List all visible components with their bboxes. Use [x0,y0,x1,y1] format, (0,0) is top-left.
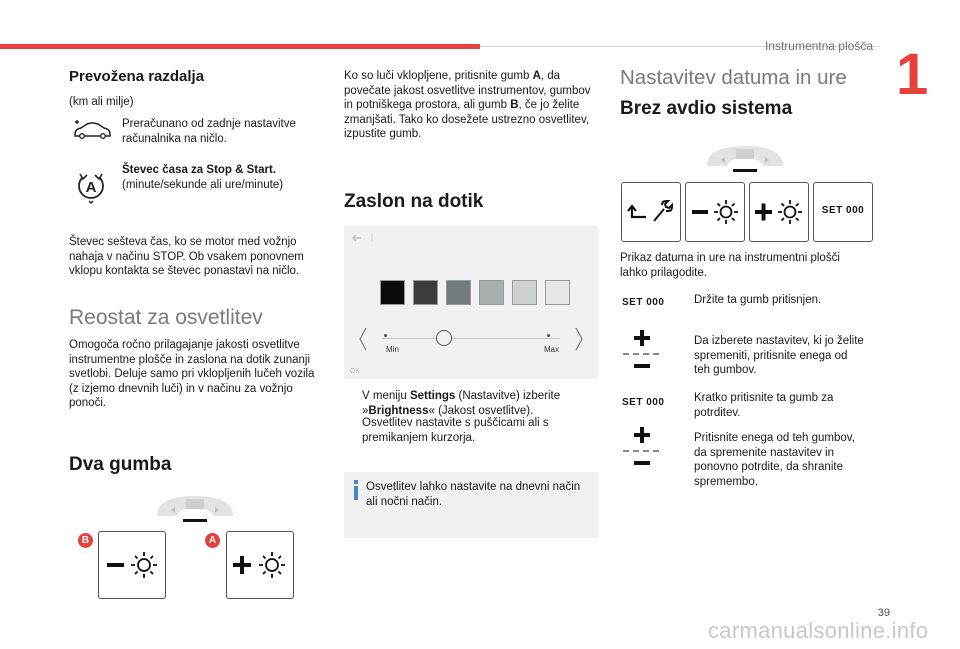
rheostat-title: Reostat za osvetlitev [69,306,263,329]
date-time-title: Nastavitev datuma in ure [620,66,847,89]
brightness-swatch-1[interactable] [380,280,405,305]
minus-sun-icon [99,532,165,598]
button-b-label: B [78,533,93,548]
minus-brightness-button[interactable] [685,182,745,242]
stop-start-icon [76,168,106,204]
watermark: carmanualsonline.info [708,618,929,643]
set-key-label: SET 000 [821,205,865,216]
right-arrow-icon[interactable] [574,326,584,352]
brightness-swatch-5[interactable] [512,280,537,305]
plus-minus-icon [621,330,665,374]
brightness-swatch-6[interactable] [545,280,570,305]
trip-distance-units: (km ali milje) [69,96,134,108]
set-key-label-2: SET 000 [622,397,665,408]
chapter-number: 1 [896,42,929,107]
brightness-swatch-2[interactable] [413,280,438,305]
stop-start-units: (minute/sekunde ali ure/minute) [122,179,284,191]
slider-max-dot [547,334,550,337]
button-a-label: A [205,533,220,548]
trip-reset-text: Preračunano od zadnje nastavitve računalnika na ničlo. [122,118,296,145]
max-label: Max [544,345,560,354]
plus-minus-icon-2 [621,427,665,471]
info-note-text: Osvetlitev lahko nastavite na dnevni način ali nočni način. [366,481,581,508]
two-buttons-title: Dva gumba [69,454,172,475]
plus-sun-icon [750,183,808,241]
min-label: Min [386,345,399,354]
brightness-decrease-button-b[interactable] [98,531,166,599]
minus-sun-icon [686,183,744,241]
no-audio-subtitle: Brez avdio sistema [620,98,793,119]
left-arrow-icon[interactable] [358,326,368,352]
plus-sun-icon [227,532,293,598]
brightness-increase-button-a[interactable] [226,531,294,599]
section-title: Instrumentna plošča [764,39,873,53]
plus-brightness-button[interactable] [749,182,809,242]
touch-screen-title: Zaslon na dotik [344,191,484,212]
set-button[interactable] [813,182,873,242]
brightness-swatches [380,280,580,306]
trip-distance-title: Prevožena razdalja [69,68,205,85]
brightness-slider-thumb[interactable] [436,330,452,346]
info-icon [352,480,360,500]
brightness-swatch-4[interactable] [479,280,504,305]
instrument-cluster-icon-2 [703,140,787,176]
back-wrench-button[interactable] [621,182,681,242]
touch-screen-brightness-panel [344,226,598,379]
instrument-cluster-icon [153,490,237,524]
header-red-bar [0,44,480,49]
svg-text:A: A [85,179,97,196]
brightness-buttons-instructions: Ko so luči vklopljene, pritisnite gumb A, da povečate jakost osvetlitve instrumentov, gumbov in potniškega prostora, ali gumb B, če jo želite zmanjšati. Tako ko dosežete ustrezno osvetlitev, izpustite gumb. [344,70,591,140]
display-customization-text: Prikaz datuma in ure na instrumentni plošči lahko prilagodite. [620,252,840,279]
page-number: 39 [877,607,890,619]
set-key-label-1: SET 000 [622,297,665,308]
brightness-slider-track[interactable] [382,338,560,339]
car-trip-reset-icon [70,118,114,140]
return-wrench-icon [622,183,680,241]
stop-start-title: Števec časa za Stop & Start. [122,164,277,176]
stop-start-description: Števec sešteva čas, ko se motor med vožnjo nahaja v načinu STOP. Ob vsakem ponovnem vklopu kontakta se števec ponastavi na ničlo. [69,236,304,277]
back-arrow-icon[interactable] [350,232,376,244]
rheostat-description: Omogoča ročno prilagajanje jakosti osvetlitve instrumentne plošče in zaslona na dotik zunanji svetlobi. Deluje samo pri vklopljenih lučeh vozila (z izjemo dnevnih luči) in v načinu za vožnjo ponoči. [69,339,315,409]
brightness-swatch-3[interactable] [446,280,471,305]
info-note-box [344,472,598,538]
ok-button[interactable]: OK [350,368,361,375]
slider-min-dot [384,334,387,337]
